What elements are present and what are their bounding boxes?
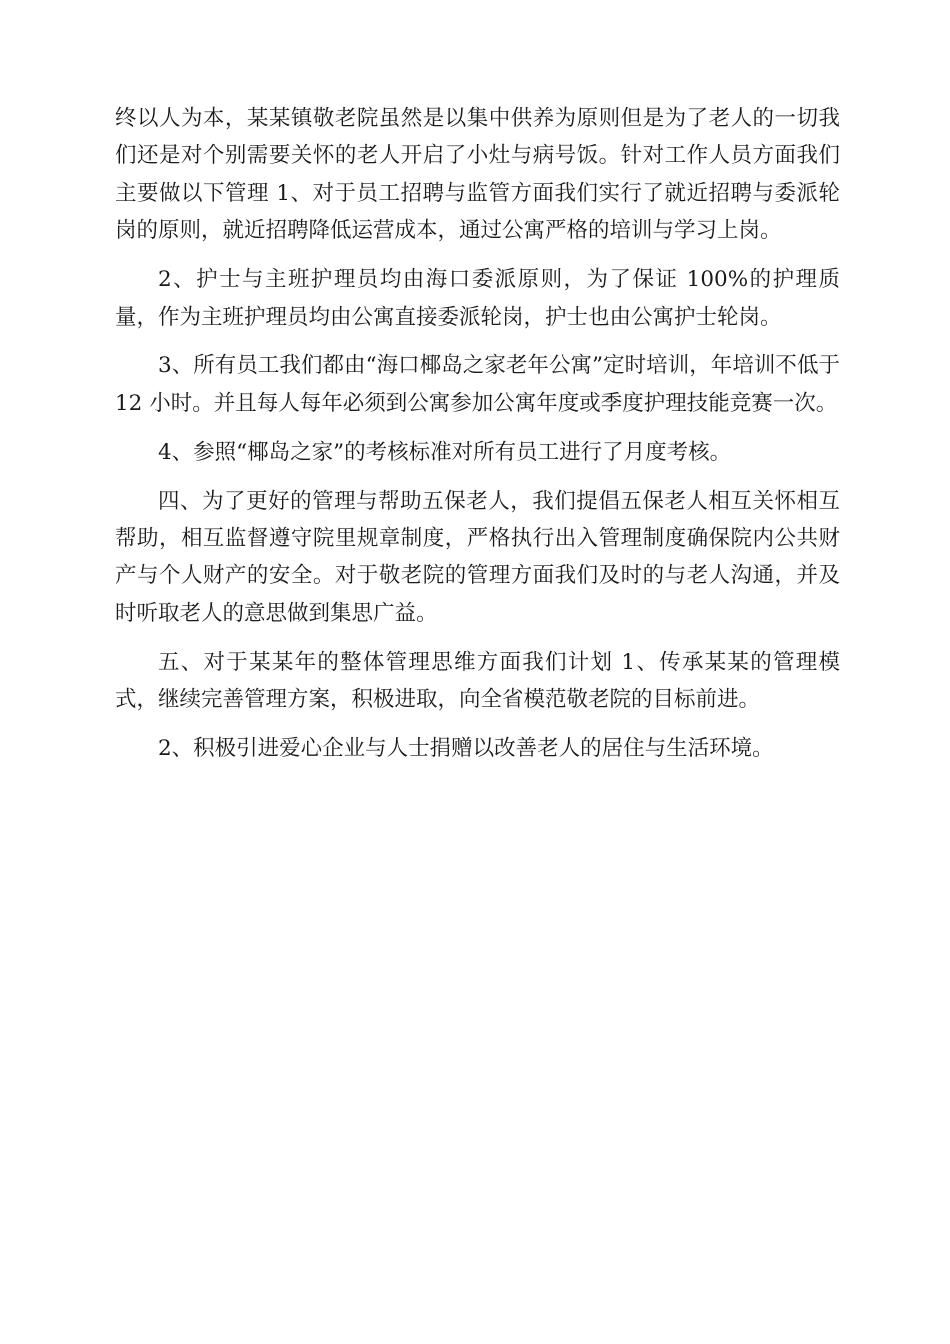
paragraph-nurse-rotation: 2、护士与主班护理员均由海口委派原则，为了保证 100%的护理质量，作为主班护理员均由公寓直接委派轮岗，护士也由公寓护士轮岗。: [115, 267, 840, 330]
paragraph-staff-training: 3、所有员工我们都由“海口椰岛之家老年公寓”定时培训，年培训不低于 12 小时。并且每人每年必须到公寓参加公寓年度或季度护理技能竞赛一次。: [115, 353, 840, 416]
document-body: [115, 100, 840, 779]
paragraph-donations: 2、积极引进爱心企业与人士捐赠以改善老人的居住与生活环境。: [158, 736, 774, 762]
paragraph-monthly-assessment: 4、参照“椰岛之家”的考核标准对所有员工进行了月度考核。: [158, 439, 732, 465]
paragraph-continuation: 终以人为本，某某镇敬老院虽然是以集中供养为原则但是为了老人的一切我们还是对个别需要关怀的老人开启了小灶与病号饭。针对工作人员方面我们主要做以下管理 1、对于员工招聘与监管方面我们实行了就近招聘与委派轮岗的原则，就近招聘降低运营成本，通过公寓严格的培训与学习上岗。: [115, 106, 840, 244]
paragraph-section-four: 四、为了更好的管理与帮助五保老人，我们提倡五保老人相互关怀相互帮助，相互监督遵守院里规章制度，严格执行出入管理制度确保院内公共财产与个人财产的安全。对于敬老院的管理方面我们及时的与老人沟通，并及时听取老人的意思做到集思广益。: [115, 488, 840, 626]
paragraph-section-five: 五、对于某某年的整体管理思维方面我们计划 1、传承某某的管理模式，继续完善管理方案，积极进取，向全省模范敬老院的目标前进。: [115, 649, 840, 713]
